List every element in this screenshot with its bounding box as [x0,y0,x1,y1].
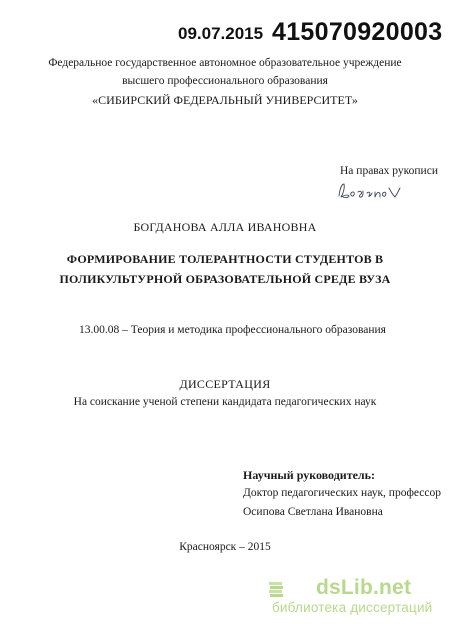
institution-line-2: высшего профессионального образования [122,75,328,87]
manuscript-rights-note: На правах рукописи [340,165,438,177]
dissertation-title-line-2: ПОЛИКУЛЬТУРНОЙ ОБРАЗОВАТЕЛЬНОЙ СРЕДЕ ВУЗА [59,272,391,286]
author-name: БОГДАНОВА АЛЛА ИВАНОВНА [133,220,317,234]
stamp-number: 415070920003 [272,18,443,46]
document-type: ДИССЕРТАЦИЯ [179,377,271,391]
supervisor-label: Научный руководитель: [243,468,375,482]
book-stack-icon [268,580,284,598]
degree-statement: На соискание ученой степени кандидата педагогических наук [73,396,377,408]
supervisor-name: Осипова Светлана Ивановна [243,506,383,518]
stamp-date: 09.07.2015 [178,24,264,43]
watermark-brand: dsLib.net [316,576,412,599]
institution-line-1: Федеральное государственное автономное образовательное учреждение [48,57,402,69]
dissertation-title-line-1: ФОРМИРОВАНИЕ ТОЛЕРАНТНОСТИ СТУДЕНТОВ В [66,252,384,266]
watermark-subtitle: библиотека диссертаций [272,600,433,615]
supervisor-degree: Доктор педагогических наук, профессор [243,487,442,499]
specialty-code: 13.00.08 – Теория и методика профессионального образования [79,324,386,336]
city-year: Красноярск – 2015 [179,541,271,553]
institution-name: «СИБИРСКИЙ ФЕДЕРАЛЬНЫЙ УНИВЕРСИТЕТ» [92,93,358,107]
handwritten-signature [336,180,406,202]
